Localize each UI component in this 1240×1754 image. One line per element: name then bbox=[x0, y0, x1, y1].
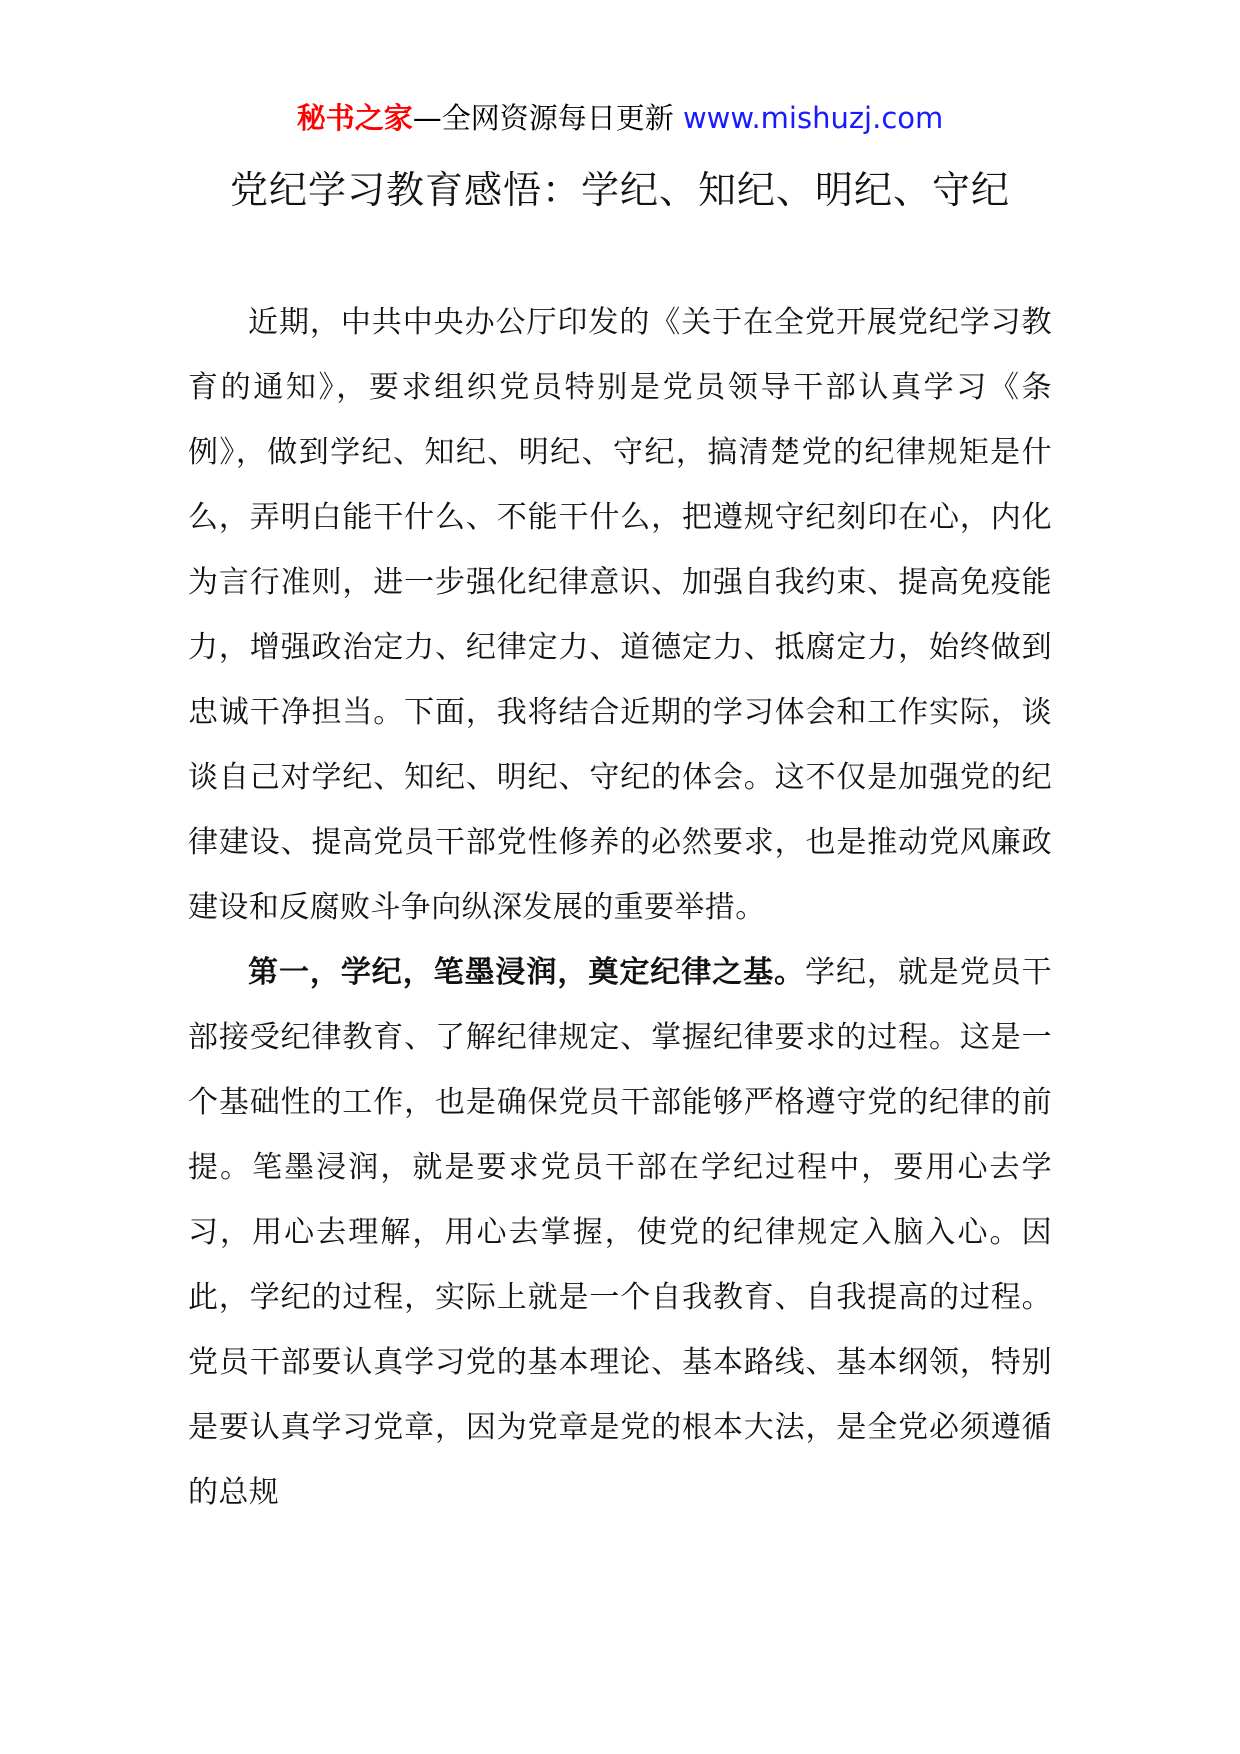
site-header bbox=[0, 98, 1240, 138]
header-tagline: —全网资源每日更新 bbox=[412, 101, 683, 135]
paragraph-text: 学纪，就是党员干部接受纪律教育、了解纪律规定、掌握纪律要求的过程。这是一个基础性的工作，也是确保党员干部能够严格遵守党的纪律的前提。笔墨浸润，就是要求党员干部在学纪过程中，要用心去学习，用心去理解，用心去掌握，使党的纪律规定入脑入心。因此，学纪的过程，实际上就是一个自我教育、自我提高的过程。党员干部要认真学习党的基本理论、基本路线、基本纲领，特别是要认真学习党章，因为党章是党的根本大法，是全党必须遵循的总规 bbox=[188, 955, 1053, 1510]
paragraph-intro bbox=[188, 290, 1052, 940]
document-title: 党纪学习教育感悟：学纪、知纪、明纪、守纪 bbox=[229, 168, 1010, 212]
paragraph-text: 近期，中共中央办公厅印发的《关于在全党开展党纪学习教育的通知》，要求组织党员特别是党员领导干部认真学习《条例》，做到学纪、知纪、明纪、守纪，搞清楚党的纪律规矩是什么，弄明白能干什么、不能干什么，把遵规守纪刻印在心，内化为言行准则，进一步强化纪律意识、加强自我约束、提高免疫能力，增强政治定力、纪律定力、道德定力、抵腐定力，始终做到忠诚干净担当。下面，我将结合近期的学习体会和工作实际，谈谈自己对学纪、知纪、明纪、守纪的体会。这不仅是加强党的纪律建设、提高党员干部党性修养的必然要求，也是推动党风廉政建设和反腐败斗争向纵深发展的重要举措。 bbox=[188, 305, 1052, 925]
paragraph-first-point bbox=[188, 940, 1052, 1525]
brand-name: 秘书之家 bbox=[296, 101, 413, 135]
paragraph-lead: 第一，学纪，笔墨浸润，奠定纪律之基。 bbox=[248, 955, 805, 990]
site-url-link[interactable]: www.mishuzj.com bbox=[682, 101, 944, 135]
document-body bbox=[188, 290, 1052, 1525]
